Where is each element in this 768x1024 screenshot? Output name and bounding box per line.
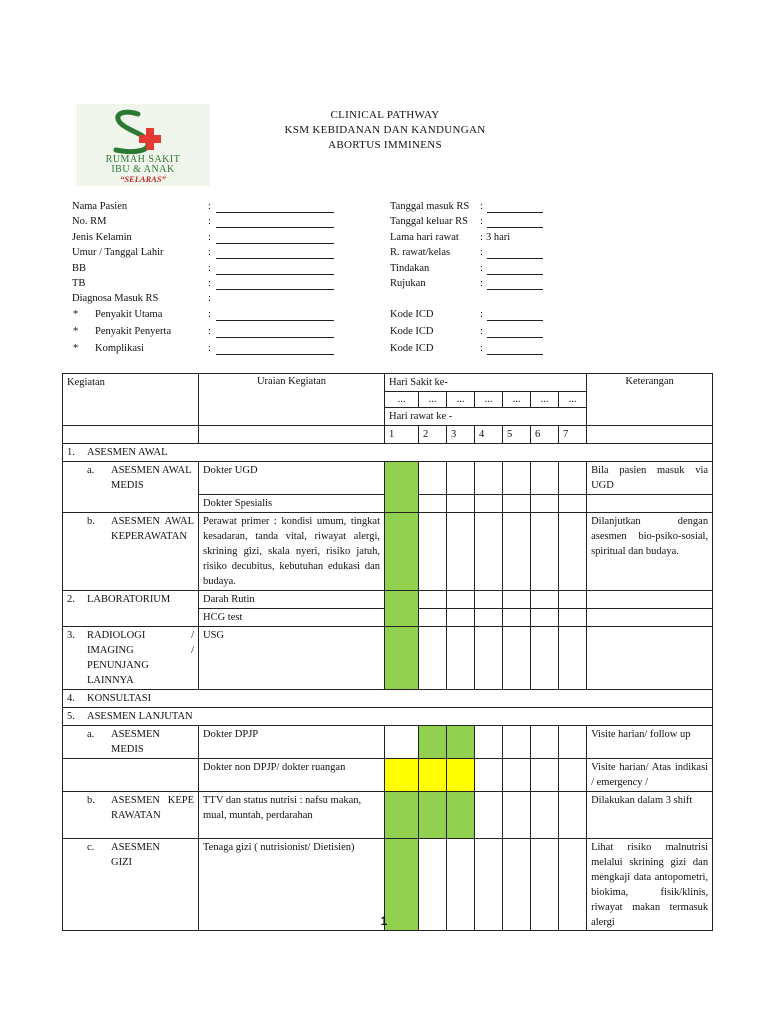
day-5: 5	[503, 426, 531, 444]
label-diagnosa: Diagnosa Masuk RS	[72, 293, 159, 304]
section-row: 4. KONSULTASI	[63, 690, 713, 708]
label-bb: BB	[72, 263, 87, 274]
section-title: KONSULTASI	[87, 693, 152, 704]
day-6-checkbox[interactable]	[531, 495, 559, 513]
label-tb: TB	[72, 278, 86, 289]
keterangan-cell: Lihat risiko malnutrisi melalui skrining gizi dan mengkaji data antopometri, biokima, fisik/klinis, riwayat makan termasuk alergi	[587, 839, 713, 931]
day-1-checkbox[interactable]	[385, 591, 419, 627]
day-6-checkbox[interactable]	[531, 627, 559, 690]
day-2-checkbox[interactable]	[419, 609, 447, 627]
day-4-checkbox[interactable]	[475, 726, 503, 759]
page-number: 1	[380, 914, 388, 928]
day-3-checkbox[interactable]	[447, 462, 475, 495]
day-1-checkbox[interactable]	[385, 726, 419, 759]
header-hari-sakit: Hari Sakit ke-	[385, 374, 587, 392]
day-5-checkbox[interactable]	[503, 609, 531, 627]
day-2-checkbox[interactable]	[419, 462, 447, 495]
header-title-1: CLINICAL PATHWAY	[330, 109, 440, 121]
label-penyakit-penyerta: Penyakit Penyerta	[95, 326, 172, 337]
umur-field[interactable]	[216, 258, 334, 259]
day-1-checkbox[interactable]	[385, 759, 419, 792]
logo-line-3: “SELARAS”	[120, 174, 166, 184]
table-row: a. ASESMEN AWAL MEDIS Dokter UGD Bila pasien masuk via UGD	[63, 462, 713, 495]
day-4-checkbox[interactable]	[475, 462, 503, 495]
day-5-checkbox[interactable]	[503, 495, 531, 513]
header-row-1	[63, 374, 713, 392]
penyakit-utama-field[interactable]	[216, 320, 334, 321]
day-4-checkbox[interactable]	[475, 609, 503, 627]
header-hari-rawat: Hari rawat ke -	[385, 408, 587, 426]
label-rujukan: Rujukan	[390, 278, 426, 289]
hari-sakit-cell-1[interactable]: ...	[385, 392, 419, 408]
day-2-checkbox[interactable]	[419, 627, 447, 690]
keterangan-cell: Dilanjutkan dengan asesmen bio-psiko-sosial, spiritual dan budaya.	[587, 513, 713, 591]
jenis-kelamin-field[interactable]	[216, 243, 334, 244]
section-title: ASESMEN AWAL	[87, 447, 168, 458]
day-3-checkbox[interactable]	[447, 495, 475, 513]
logo-line-1: RUMAH SAKIT	[105, 154, 181, 165]
bullet-komplikasi: *	[73, 343, 79, 354]
keterangan-cell: Visite harian/ Atas indikasi / emergency /	[587, 759, 713, 792]
uraian-cell: Dokter DPJP	[199, 726, 385, 759]
keterangan-cell: Visite harian/ follow up	[587, 726, 713, 759]
hari-sakit-cell-7[interactable]: ...	[559, 392, 587, 408]
day-7-checkbox[interactable]	[559, 462, 587, 495]
day-7-checkbox[interactable]	[559, 792, 587, 839]
header-uraian: Uraian Kegiatan	[199, 374, 385, 426]
day-4-checkbox[interactable]	[475, 495, 503, 513]
nama-pasien-field[interactable]	[216, 212, 334, 213]
activity-title: ASESMEN KEPERAWATAN	[111, 795, 194, 821]
label-kode-icd-3: Kode ICD	[390, 343, 434, 354]
day-3-checkbox[interactable]	[447, 627, 475, 690]
uraian-cell: TTV dan status nutrisi : nafsu makan, mual, muntah, perdarahan	[199, 792, 385, 839]
day-7-checkbox[interactable]	[559, 513, 587, 591]
keterangan-cell: Dilakukan dalam 3 shift	[587, 792, 713, 839]
header-kegiatan: Kegiatan	[63, 374, 199, 426]
section-title: LABORATORIUM	[87, 594, 171, 605]
day-4-checkbox[interactable]	[475, 759, 503, 792]
day-7-checkbox[interactable]	[559, 627, 587, 690]
day-6-checkbox[interactable]	[531, 726, 559, 759]
day-7-checkbox[interactable]	[559, 495, 587, 513]
day-7-checkbox[interactable]	[559, 609, 587, 627]
tb-field[interactable]	[216, 289, 334, 290]
day-1: 1	[385, 426, 419, 444]
day-1-checkbox[interactable]	[385, 627, 419, 690]
kode-icd-2-field[interactable]	[487, 337, 543, 338]
hari-sakit-cell-4[interactable]: ...	[475, 392, 503, 408]
ruang-rawat-field[interactable]	[487, 258, 543, 259]
label-tanggal-keluar: Tanggal keluar RS	[390, 216, 468, 227]
day-5-checkbox[interactable]	[503, 759, 531, 792]
activity-title: ASESMEN GIZI	[111, 842, 161, 868]
day-5-checkbox[interactable]	[503, 726, 531, 759]
day-6-checkbox[interactable]	[531, 609, 559, 627]
day-5-checkbox[interactable]	[503, 462, 531, 495]
bullet-penyakit-utama: *	[73, 309, 79, 320]
komplikasi-field[interactable]	[216, 354, 334, 355]
hari-sakit-cell-2[interactable]: ...	[419, 392, 447, 408]
label-kode-icd-2: Kode ICD	[390, 326, 434, 337]
header-keterangan: Keterangan	[587, 374, 713, 426]
rujukan-field[interactable]	[487, 289, 543, 290]
lama-rawat-value: 3 hari	[486, 232, 511, 243]
kode-icd-1-field[interactable]	[487, 320, 543, 321]
hari-sakit-cell-6[interactable]: ...	[531, 392, 559, 408]
day-2-checkbox[interactable]	[419, 591, 447, 609]
table-row: b. ASESMEN KEPERAWATAN TTV dan status nutrisi : nafsu makan, mual, muntah, perdarahan Dilakukan dalam 3 shift	[63, 792, 713, 839]
table-row: 2. LABORATORIUM Darah Rutin	[63, 591, 713, 609]
day-5-checkbox[interactable]	[503, 792, 531, 839]
day-3-checkbox[interactable]	[447, 591, 475, 609]
day-6-checkbox[interactable]	[531, 591, 559, 609]
kode-icd-3-field[interactable]	[487, 354, 543, 355]
section-row: 5. ASESMEN LANJUTAN	[63, 708, 713, 726]
day-3-checkbox[interactable]	[447, 513, 475, 591]
penyakit-penyerta-field[interactable]	[216, 337, 334, 338]
section-title: ASESMEN LANJUTAN	[87, 711, 193, 722]
hospital-logo	[76, 104, 210, 186]
day-1-checkbox[interactable]	[385, 792, 419, 839]
table-row: b. ASESMEN AWAL KEPERAWATAN Perawat primer : kondisi umum, tingkat kesadaran, tanda vital, riwayat alergi, skrining gizi, skala nyeri, risiko jatuh, risiko decubitus, kebutuhan edukasi dan budaya. Dilanjutkan dengan asesmen bio-psiko-sosial, spiritual dan budaya.	[63, 513, 713, 591]
day-3-checkbox[interactable]	[447, 609, 475, 627]
day-4-checkbox[interactable]	[475, 591, 503, 609]
day-3-checkbox[interactable]	[447, 792, 475, 839]
tindakan-field[interactable]	[487, 274, 543, 275]
day-6: 6	[531, 426, 559, 444]
header-title-2: KSM KEBIDANAN DAN KANDUNGAN	[284, 124, 486, 136]
day-7: 7	[559, 426, 587, 444]
day-7-checkbox[interactable]	[559, 591, 587, 609]
day-5-checkbox[interactable]	[503, 627, 531, 690]
label-kode-icd-1: Kode ICD	[390, 309, 434, 320]
label-nama-pasien: Nama Pasien	[72, 201, 128, 212]
header-title-3: ABORTUS IMMINENS	[328, 139, 442, 151]
bullet-penyakit-penyerta: *	[73, 326, 79, 337]
day-1-checkbox[interactable]	[385, 513, 419, 591]
day-5-checkbox[interactable]	[503, 513, 531, 591]
label-penyakit-utama: Penyakit Utama	[95, 309, 163, 320]
table-row: a. ASESMEN MEDIS Dokter DPJP Visite harian/ follow up	[63, 726, 713, 759]
uraian-cell: HCG test	[199, 609, 385, 627]
day-2-checkbox[interactable]	[419, 513, 447, 591]
label-lama-rawat: Lama hari rawat	[390, 232, 459, 243]
day-4-checkbox[interactable]	[475, 627, 503, 690]
label-jenis-kelamin: Jenis Kelamin	[72, 232, 132, 243]
uraian-cell: Dokter Spesialis	[199, 495, 385, 513]
day-3-checkbox[interactable]	[447, 726, 475, 759]
keterangan-cell: Bila pasien masuk via UGD	[587, 462, 713, 495]
label-tindakan: Tindakan	[390, 263, 430, 274]
day-6-checkbox[interactable]	[531, 462, 559, 495]
section-title: RADIOLOGI / IMAGING / PENUNJANG LAINNYA	[87, 630, 194, 686]
clinical-pathway-table	[62, 373, 713, 931]
hari-sakit-cell-5[interactable]: ...	[503, 392, 531, 408]
day-1-checkbox[interactable]	[385, 462, 419, 513]
day-2-checkbox[interactable]	[419, 495, 447, 513]
activity-title: ASESMEN AWAL MEDIS	[111, 465, 192, 491]
day-3-checkbox[interactable]	[447, 759, 475, 792]
day-6-checkbox[interactable]	[531, 513, 559, 591]
uraian-cell: Darah Rutin	[199, 591, 385, 609]
hari-sakit-cell-3[interactable]: ...	[447, 392, 475, 408]
day-2-checkbox[interactable]	[419, 759, 447, 792]
day-3: 3	[447, 426, 475, 444]
label-no-rm: No. RM	[72, 216, 107, 227]
tanggal-keluar-field[interactable]	[487, 227, 543, 228]
uraian-cell: USG	[199, 627, 385, 690]
table-row: 3. RADIOLOGI / IMAGING / PENUNJANG LAINNYA USG	[63, 627, 713, 690]
label-umur: Umur / Tanggal Lahir	[72, 247, 164, 258]
day-7-checkbox[interactable]	[559, 726, 587, 759]
label-ruang-rawat: R. rawat/kelas	[390, 247, 451, 258]
day-2-checkbox[interactable]	[419, 726, 447, 759]
day-4: 4	[475, 426, 503, 444]
day-4-checkbox[interactable]	[475, 792, 503, 839]
no-rm-field[interactable]	[216, 227, 334, 228]
day-5-checkbox[interactable]	[503, 591, 531, 609]
section-row: 1. ASESMEN AWAL	[63, 444, 713, 462]
table-row	[63, 759, 713, 792]
day-number-row	[63, 426, 713, 444]
tanggal-masuk-field[interactable]	[487, 212, 543, 213]
uraian-cell: Dokter UGD	[199, 462, 385, 495]
day-6-checkbox[interactable]	[531, 792, 559, 839]
label-tanggal-masuk: Tanggal masuk RS	[390, 201, 470, 212]
day-7-checkbox[interactable]	[559, 759, 587, 792]
table-row: c. ASESMEN GIZI Tenaga gizi ( nutrisionist/ Dietisien) Lihat risiko malnutrisi melalui skrining gizi dan mengkaji data antopometri, biokima, fisik/klinis, riwayat makan termasuk alergi	[63, 839, 713, 931]
label-komplikasi: Komplikasi	[95, 343, 144, 354]
activity-title: ASESMEN MEDIS	[111, 729, 161, 755]
day-6-checkbox[interactable]	[531, 759, 559, 792]
uraian-cell: Dokter non DPJP/ dokter ruangan	[199, 759, 385, 792]
bb-field[interactable]	[216, 274, 334, 275]
day-2: 2	[419, 426, 447, 444]
uraian-cell: Perawat primer : kondisi umum, tingkat kesadaran, tanda vital, riwayat alergi, skrining gizi, skala nyeri, risiko jatuh, risiko decubitus, kebutuhan edukasi dan budaya.	[199, 513, 385, 591]
day-4-checkbox[interactable]	[475, 513, 503, 591]
day-2-checkbox[interactable]	[419, 792, 447, 839]
activity-title: ASESMEN AWAL KEPERAWATAN	[111, 516, 194, 542]
logo-line-2: IBU & ANAK	[111, 164, 175, 175]
uraian-cell: Tenaga gizi ( nutrisionist/ Dietisien)	[199, 839, 385, 931]
